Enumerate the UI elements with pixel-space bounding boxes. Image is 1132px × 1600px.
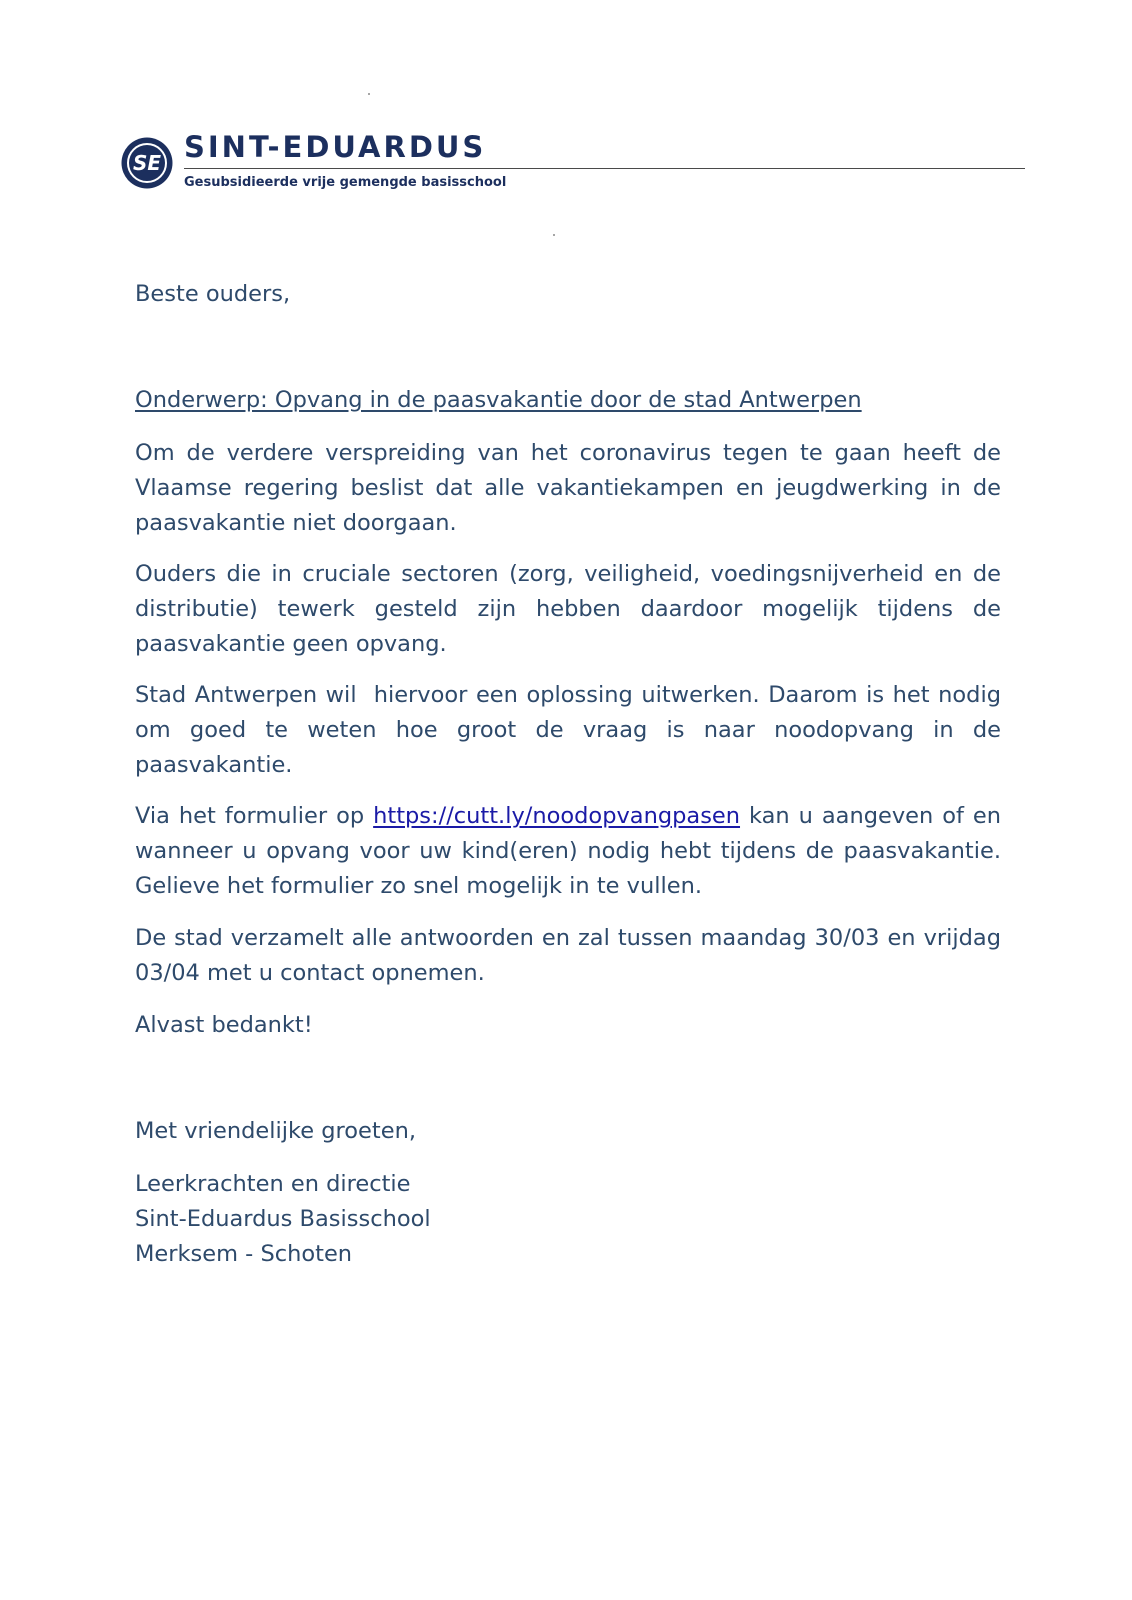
paragraph-form [135, 799, 1001, 904]
signature-block [135, 1167, 1001, 1272]
signature-line-staff: Leerkrachten en directie [135, 1171, 411, 1197]
scan-speck [553, 234, 555, 236]
letterhead-divider [184, 168, 1025, 169]
signature-line-school: Sint-Eduardus Basisschool [135, 1206, 431, 1232]
letterhead [120, 130, 1020, 204]
signature-line-location: Merksem - Schoten [135, 1241, 353, 1267]
scan-speck [368, 93, 370, 95]
subject-text: Onderwerp: Opvang in de paasvakantie door de stad Antwerpen [135, 387, 862, 413]
form-outro-text: kan u aangeven of en wanneer u opvang voor uw kind(eren) nodig hebt tijdens de paasvakantie. Gelieve het formulier zo snel mogelijk in te vullen. [135, 803, 1001, 899]
form-intro-text: Via het formulier op [135, 803, 374, 829]
closing-line: Met vriendelijke groeten, [135, 1118, 416, 1144]
school-subtitle: Gesubsidieerde vrije gemengde basisschool [184, 175, 507, 190]
subject-line [135, 383, 1001, 418]
paragraph-contact: De stad verzamelt alle antwoorden en zal tussen maandag 30/03 en vrijdag 03/04 met u contact opnemen. [135, 925, 1001, 986]
school-name: SINT-EDUARDUS [184, 130, 487, 164]
school-logo [120, 136, 174, 190]
paragraph-coronavirus: Om de verdere verspreiding van het coronavirus tegen te gaan heeft de Vlaamse regering beslist dat alle vakantiekampen en jeugdwerking in de paasvakantie niet doorgaan. [135, 440, 1001, 536]
thanks-line: Alvast bedankt! [135, 1012, 313, 1038]
salutation: Beste ouders, [135, 281, 291, 307]
logo-monogram: SE [132, 151, 162, 175]
paragraph-sectors: Ouders die in cruciale sectoren (zorg, veiligheid, voedingsnijverheid en de distributie) tewerk gesteld zijn hebben daardoor mogelijk tijdens de paasvakantie geen opvang. [135, 561, 1001, 657]
form-link[interactable]: https://cutt.ly/noodopvangpasen [373, 803, 741, 829]
paragraph-antwerp: Stad Antwerpen wil hiervoor een oplossing uitwerken. Daarom is het nodig om goed te weten hoe groot de vraag is naar noodopvang in de paasvakantie. [135, 682, 1009, 778]
